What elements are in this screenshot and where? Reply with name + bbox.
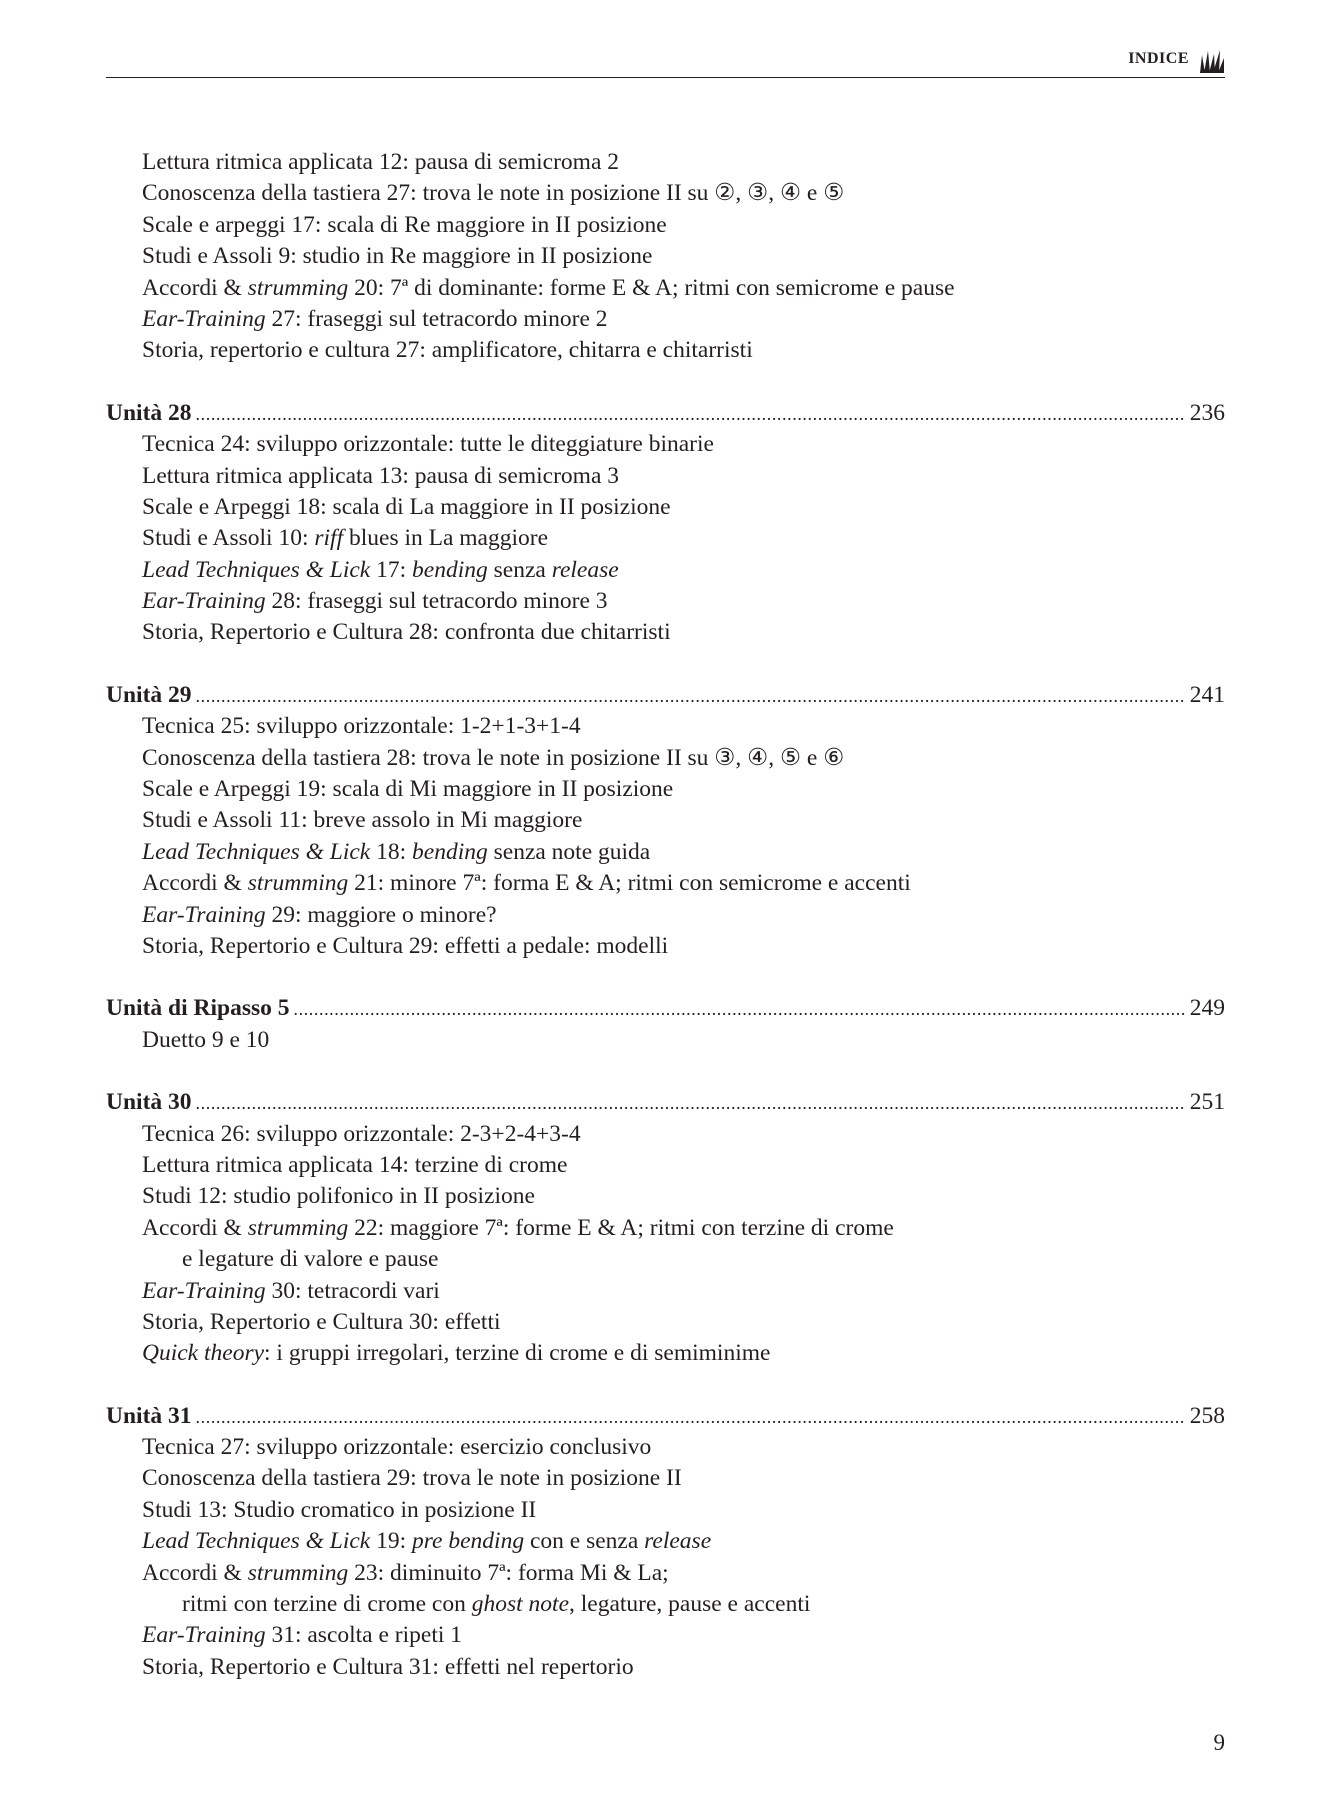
toc-entry-italic-text: pre bending xyxy=(412,1528,525,1555)
toc-entry xyxy=(106,1495,1225,1526)
toc-entry-italic-text: Quick theory xyxy=(142,1340,265,1367)
toc-entry-text: 31: ascolta e ripeti 1 xyxy=(265,1622,463,1649)
toc-entry xyxy=(106,1652,1225,1683)
toc-entry-continuation xyxy=(106,1589,1225,1620)
toc-entry xyxy=(106,774,1225,805)
toc-entry-italic-text: release xyxy=(644,1528,712,1555)
toc-entry xyxy=(106,837,1225,868)
toc-entry-text: Duetto 9 e 10 xyxy=(142,1026,270,1053)
toc-entry-italic-text: Lead Techniques & Lick xyxy=(142,556,371,583)
unit-page-number: 241 xyxy=(1189,681,1225,708)
toc-entry xyxy=(106,1526,1225,1557)
toc-entry-text: Lettura ritmica applicata 14: terzine di crome xyxy=(142,1151,568,1178)
toc-unit-heading xyxy=(106,1401,1225,1432)
toc-entry xyxy=(106,1025,1225,1056)
toc-entry-italic-text: Lead Techniques & Lick xyxy=(142,838,371,865)
toc-entry xyxy=(106,523,1225,554)
unit-title: Unità 29 xyxy=(106,681,192,708)
toc-entry-text: Tecnica 26: sviluppo orizzontale: 2-3+2-4+3-4 xyxy=(142,1120,581,1147)
toc-entry-italic-text: strumming xyxy=(247,1559,349,1586)
table-of-contents xyxy=(106,147,1225,1714)
toc-entry-text: : i gruppi irregolari, terzine di crome e di semiminime xyxy=(264,1340,771,1367)
unit-page-number: 251 xyxy=(1189,1089,1225,1116)
toc-entry-text: Studi 13: Studio cromatico in posizione II xyxy=(142,1496,537,1523)
toc-entry-italic-text: ghost note xyxy=(471,1591,569,1618)
dot-leader xyxy=(196,1402,1186,1433)
unit-title: Unità di Ripasso 5 xyxy=(106,995,290,1022)
toc-entry-text: 19: xyxy=(370,1528,413,1555)
toc-entry-text: Tecnica 27: sviluppo orizzontale: esercizio conclusivo xyxy=(142,1434,652,1461)
toc-entry xyxy=(106,241,1225,272)
toc-entry-text: Studi e Assoli 10: xyxy=(142,525,315,552)
toc-entry-text: Storia, Repertorio e Cultura 30: effetti xyxy=(142,1308,501,1335)
toc-entry-text: 23: diminuito 7ª: forma Mi & La; xyxy=(348,1559,669,1586)
toc-entry-text: Tecnica 25: sviluppo orizzontale: 1-2+1-3+1-4 xyxy=(142,713,581,740)
toc-entry xyxy=(106,1558,1225,1589)
toc-entry-text: Lettura ritmica applicata 13: pausa di semicroma 3 xyxy=(142,462,619,489)
toc-entry xyxy=(106,805,1225,836)
toc-section-continued xyxy=(106,147,1225,367)
toc-entry-text: 30: tetracordi vari xyxy=(265,1277,440,1304)
toc-entry-text: Accordi & xyxy=(142,1559,248,1586)
toc-entry-italic-text: Ear-Training xyxy=(142,901,266,928)
toc-entry-text: Conoscenza della tastiera 28: trova le note in posizione II su ③, ④, ⑤ e ⑥ xyxy=(142,744,845,771)
toc-unit-section xyxy=(106,398,1225,649)
toc-entry-italic-text: strumming xyxy=(247,1214,349,1241)
toc-unit-section xyxy=(106,993,1225,1056)
toc-entry-text: e legature di valore e pause xyxy=(182,1246,439,1273)
dot-leader xyxy=(196,681,1186,712)
unit-title: Unità 30 xyxy=(106,1089,192,1116)
toc-entry-text: Tecnica 24: sviluppo orizzontale: tutte le diteggiature binarie xyxy=(142,431,714,458)
toc-entry-text: Storia, Repertorio e Cultura 31: effetti nel repertorio xyxy=(142,1653,634,1680)
toc-entry-text: 17: xyxy=(370,556,413,583)
toc-entry-text: 28: fraseggi sul tetracordo minore 3 xyxy=(265,588,608,615)
dot-leader xyxy=(196,399,1186,430)
unit-title: Unità 28 xyxy=(106,399,192,426)
toc-unit-heading xyxy=(106,680,1225,711)
toc-entry xyxy=(106,711,1225,742)
toc-entry-text: Scale e arpeggi 17: scala di Re maggiore in II posizione xyxy=(142,211,667,238)
toc-entry-italic-text: riff xyxy=(314,525,344,552)
toc-entry xyxy=(106,429,1225,460)
toc-entry-text: Conoscenza della tastiera 29: trova le note in posizione II xyxy=(142,1465,682,1492)
toc-entry-text: Conoscenza della tastiera 27: trova le note in posizione II su ②, ③, ④ e ⑤ xyxy=(142,180,845,207)
toc-entry xyxy=(106,868,1225,899)
toc-entry-italic-text: strumming xyxy=(247,870,349,897)
grass-tufts-logo-icon xyxy=(1199,49,1225,73)
toc-unit-section xyxy=(106,680,1225,963)
toc-unit-heading xyxy=(106,1087,1225,1118)
toc-entry-text: Storia, repertorio e cultura 27: amplificatore, chitarra e chitarristi xyxy=(142,337,753,364)
unit-title: Unità 31 xyxy=(106,1402,192,1429)
toc-entry-text: ritmi con terzine di crome con xyxy=(182,1591,472,1618)
toc-entry-text: 20: 7ª di dominante: forme E & A; ritmi con semicrome e pause xyxy=(348,274,955,301)
toc-entry-text: Scale e Arpeggi 18: scala di La maggiore in II posizione xyxy=(142,493,671,520)
toc-entry-italic-text: Ear-Training xyxy=(142,1277,266,1304)
unit-page-number: 249 xyxy=(1189,995,1225,1022)
toc-unit-section xyxy=(106,1401,1225,1684)
toc-entry xyxy=(106,1620,1225,1651)
toc-entry-italic-text: Ear-Training xyxy=(142,305,266,332)
toc-entry-continuation xyxy=(106,1244,1225,1275)
toc-entry xyxy=(106,492,1225,523)
toc-entry-text: Accordi & xyxy=(142,870,248,897)
toc-entry-text: 18: xyxy=(370,838,413,865)
toc-entry-text: Scale e Arpeggi 19: scala di Mi maggiore in II posizione xyxy=(142,776,674,803)
toc-entry xyxy=(106,1181,1225,1212)
toc-entry-text: Lettura ritmica applicata 12: pausa di semicroma 2 xyxy=(142,149,619,175)
toc-entry xyxy=(106,304,1225,335)
unit-page-number: 258 xyxy=(1189,1402,1225,1429)
toc-entry-text: 27: fraseggi sul tetracordo minore 2 xyxy=(265,305,608,332)
toc-entry-italic-text: Ear-Training xyxy=(142,1622,266,1649)
toc-entry xyxy=(106,273,1225,304)
toc-entry-text: con e senza xyxy=(524,1528,645,1555)
toc-entry xyxy=(106,617,1225,648)
toc-entry-text: , legature, pause e accenti xyxy=(569,1591,811,1618)
toc-entry xyxy=(106,178,1225,209)
unit-page-number: 236 xyxy=(1189,399,1225,426)
toc-entry xyxy=(106,743,1225,774)
toc-entry-text: Studi 12: studio polifonico in II posizione xyxy=(142,1183,535,1210)
toc-entry xyxy=(106,1276,1225,1307)
toc-entry-text: Storia, Repertorio e Cultura 28: confronta due chitarristi xyxy=(142,619,671,646)
toc-unit-heading xyxy=(106,398,1225,429)
toc-entry xyxy=(106,1119,1225,1150)
toc-entry-text: senza note guida xyxy=(487,838,651,865)
toc-entry xyxy=(106,900,1225,931)
toc-entry xyxy=(106,1432,1225,1463)
toc-entry xyxy=(106,1463,1225,1494)
toc-entry-text: Storia, Repertorio e Cultura 29: effetti a pedale: modelli xyxy=(142,932,669,959)
dot-leader xyxy=(196,1088,1186,1119)
toc-entry xyxy=(106,147,1225,178)
toc-entry xyxy=(106,555,1225,586)
toc-entry-text: 22: maggiore 7ª: forme E & A; ritmi con terzine di crome xyxy=(348,1214,894,1241)
toc-unit-heading xyxy=(106,993,1225,1024)
page-number: 9 xyxy=(1213,1730,1225,1755)
toc-entry-text: Accordi & xyxy=(142,274,248,301)
toc-entry-text: Studi e Assoli 11: breve assolo in Mi maggiore xyxy=(142,807,583,834)
toc-entry-text: Accordi & xyxy=(142,1214,248,1241)
toc-unit-section xyxy=(106,1087,1225,1370)
page-header xyxy=(106,46,1225,78)
toc-entry xyxy=(106,335,1225,366)
header-title: INDICE xyxy=(1128,50,1189,67)
toc-entry xyxy=(106,1150,1225,1181)
header-rule xyxy=(106,77,1225,79)
toc-entry xyxy=(106,1307,1225,1338)
toc-entry-text: blues in La maggiore xyxy=(343,525,549,552)
toc-entry xyxy=(106,210,1225,241)
toc-entry xyxy=(106,1338,1225,1369)
toc-entry-italic-text: Lead Techniques & Lick xyxy=(142,1528,371,1555)
toc-entry xyxy=(106,586,1225,617)
toc-entry-italic-text: bending xyxy=(412,556,488,583)
toc-entry-text: Studi e Assoli 9: studio in Re maggiore in II posizione xyxy=(142,243,653,270)
toc-entry-italic-text: bending xyxy=(412,838,488,865)
toc-entry xyxy=(106,1213,1225,1244)
toc-entry xyxy=(106,461,1225,492)
toc-entry-italic-text: strumming xyxy=(247,274,349,301)
toc-entry-text: 21: minore 7ª: forma E & A; ritmi con semicrome e accenti xyxy=(348,870,911,897)
toc-entry-italic-text: release xyxy=(551,556,619,583)
toc-entry-text: senza xyxy=(487,556,552,583)
dot-leader xyxy=(293,994,1185,1025)
toc-entry xyxy=(106,931,1225,962)
toc-entry-italic-text: Ear-Training xyxy=(142,588,266,615)
toc-entry-text: 29: maggiore o minore? xyxy=(265,901,497,928)
